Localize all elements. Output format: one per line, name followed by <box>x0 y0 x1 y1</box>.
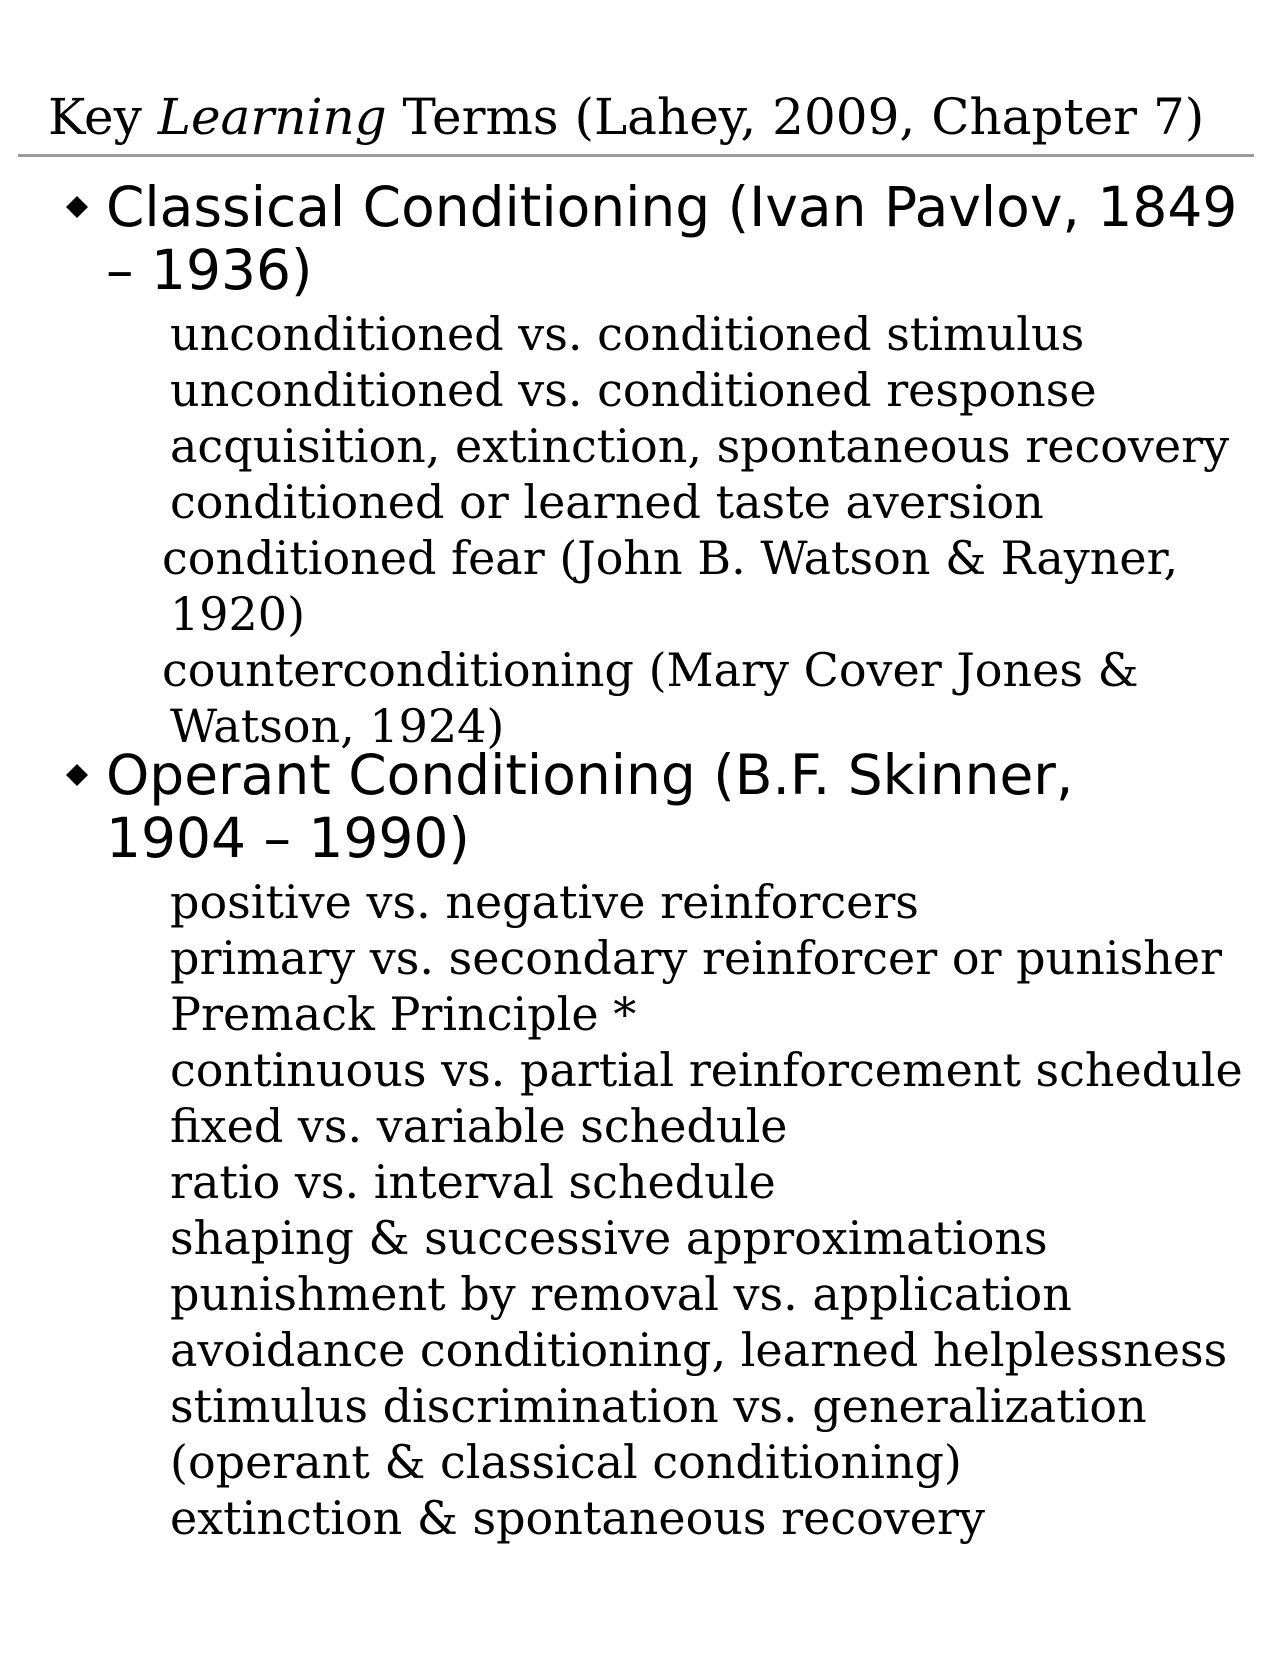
term-item-text: conditioned fear (John B. Watson & Rayner, 1920) <box>162 531 1179 641</box>
title-emphasis: Learning <box>157 88 387 146</box>
title-part-2: Terms (Lahey, 2009, Chapter 7) <box>386 88 1205 146</box>
term-item <box>162 530 1200 642</box>
term-item: positive vs. negative reinforcers <box>170 875 919 929</box>
term-item: continuous vs. partial reinforcement schedule <box>170 1043 1243 1097</box>
term-item: fixed vs. variable schedule <box>170 1099 788 1153</box>
term-item: conditioned or learned taste aversion <box>170 475 1044 529</box>
term-item: extinction & spontaneous recovery <box>170 1491 985 1545</box>
section-classical-conditioning <box>0 176 1280 754</box>
term-item: unconditioned vs. conditioned stimulus <box>170 307 1085 361</box>
section-heading <box>0 176 1266 302</box>
term-item: shaping & successive approximations <box>170 1211 1048 1265</box>
term-list <box>0 306 1280 754</box>
term-item: (operant & classical conditioning) <box>170 1435 962 1489</box>
term-item-text: counterconditioning (Mary Cover Jones & Watson, 1924) <box>162 643 1139 753</box>
term-list <box>0 874 1280 1546</box>
term-item: Premack Principle * <box>170 987 637 1041</box>
term-item <box>162 642 1200 754</box>
diamond-bullet-icon <box>66 764 88 786</box>
term-item: avoidance conditioning, learned helplessness <box>170 1323 1228 1377</box>
section-heading <box>0 744 1146 870</box>
term-item: primary vs. secondary reinforcer or punisher <box>170 931 1223 985</box>
section-heading-text: Operant Conditioning (B.F. Skinner, 1904 – 1990) <box>106 743 1074 870</box>
title-part-1: Key <box>48 88 158 146</box>
page-title <box>48 88 1205 146</box>
term-item: punishment by removal vs. application <box>170 1267 1072 1321</box>
term-item: ratio vs. interval schedule <box>170 1155 776 1209</box>
term-item: acquisition, extinction, spontaneous recovery <box>170 419 1230 473</box>
section-heading-text: Classical Conditioning (Ivan Pavlov, 1849 – 1936) <box>106 175 1238 302</box>
title-divider <box>18 154 1254 157</box>
term-item: unconditioned vs. conditioned response <box>170 363 1097 417</box>
diamond-bullet-icon <box>66 196 88 218</box>
section-operant-conditioning <box>0 744 1280 1546</box>
term-item: stimulus discrimination vs. generalization <box>170 1379 1147 1433</box>
